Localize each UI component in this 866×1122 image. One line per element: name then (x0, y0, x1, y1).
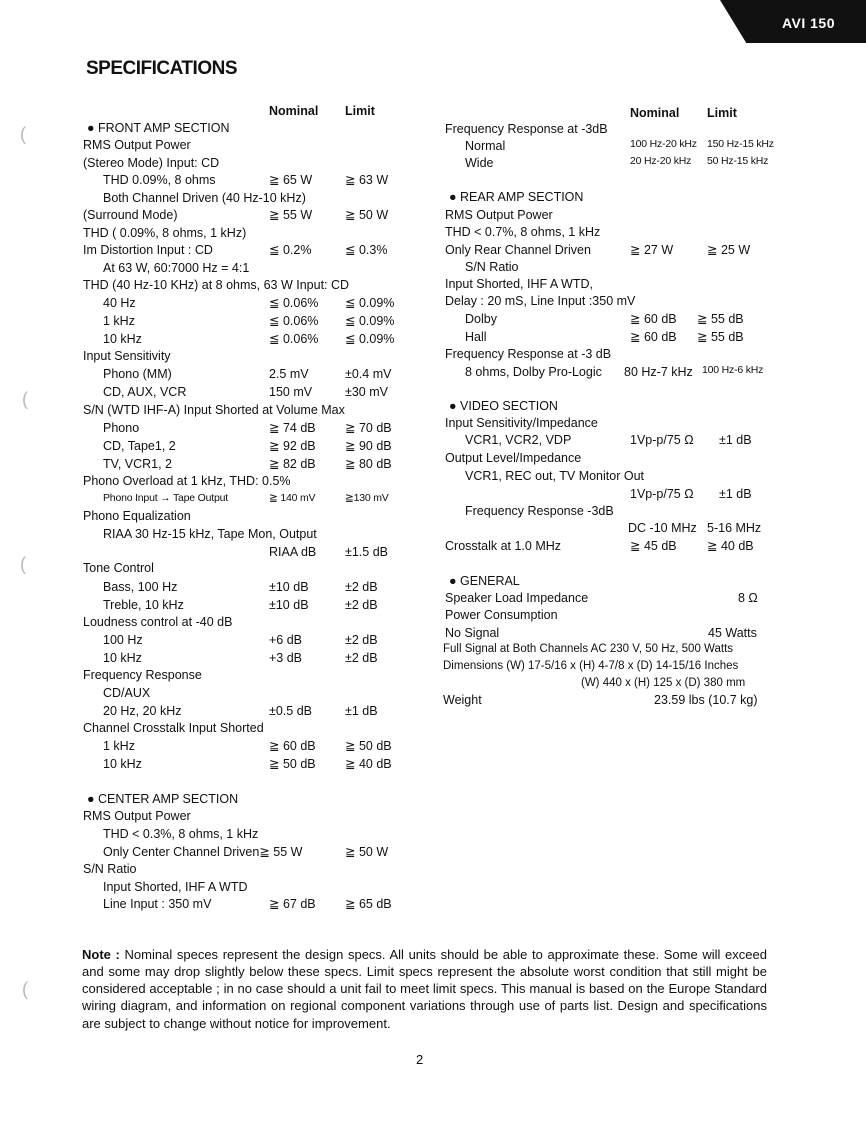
spec-text: VCR1, VCR2, VDP (465, 433, 572, 447)
spec-text: CD, AUX, VCR (103, 385, 187, 399)
spec-text: ±0.4 mV (345, 367, 392, 381)
spec-text: THD < 0.7%, 8 ohms, 1 kHz (445, 225, 601, 239)
spec-text: Limit (345, 104, 375, 118)
spec-text: Input Sensitivity (83, 349, 171, 363)
spec-text: ≧ 40 dB (345, 757, 392, 771)
spec-text: ≧ 60 dB (269, 739, 316, 753)
spec-text: 40 Hz (103, 296, 136, 310)
spec-text: TV, VCR1, 2 (103, 457, 173, 471)
spec-text: 100 Hz (103, 633, 143, 647)
spec-text: CD, Tape1, 2 (103, 439, 176, 453)
spec-text: ≧ 65 dB (345, 897, 392, 911)
spec-text: ● VIDEO SECTION (449, 399, 558, 413)
spec-text: ● FRONT AMP SECTION (87, 121, 230, 135)
spec-text: Frequency Response (83, 668, 202, 682)
spec-text: ≧ 55 dB (697, 312, 744, 326)
spec-text: Normal (465, 139, 506, 153)
spec-text: 23.59 lbs (10.7 kg) (654, 693, 758, 707)
spec-text: ≧ 90 dB (345, 439, 392, 453)
spec-text: ≧ 82 dB (269, 457, 316, 471)
spec-text: THD < 0.3%, 8 ohms, 1 kHz (103, 827, 259, 841)
spec-text: Limit (707, 106, 737, 120)
spec-text: ≦ 0.2% (269, 243, 312, 257)
spec-text: ≧ 60 dB (630, 330, 677, 344)
spec-text: At 63 W, 60:7000 Hz = 4:1 (103, 261, 250, 275)
spec-text: Channel Crosstalk Input Shorted (83, 721, 264, 735)
spec-text: Frequency Response at -3dB (445, 122, 608, 136)
spec-text: S/N Ratio (465, 260, 519, 274)
spec-text: Phono (103, 421, 140, 435)
spec-text: ≦ 0.09% (345, 296, 395, 310)
spec-text: Bass, 100 Hz (103, 580, 178, 594)
spec-text: Tone Control (83, 561, 154, 575)
spec-text: RMS Output Power (445, 208, 553, 222)
spec-text: Only Center Channel Driven≧ 55 W (103, 845, 303, 859)
spec-text: ±1.5 dB (345, 545, 388, 559)
spec-text: ≧ 65 W (269, 173, 313, 187)
spec-text: ±1 dB (719, 487, 752, 501)
spec-text: ≧ 27 W (630, 243, 674, 257)
spec-text: 10 kHz (103, 332, 142, 346)
spec-text: ±2 dB (345, 651, 378, 665)
spec-text: 150 Hz-15 kHz (707, 138, 774, 150)
spec-text: +6 dB (269, 633, 303, 647)
binding-mark: ( (22, 979, 28, 999)
spec-text: Phono Input → Tape Output (103, 492, 228, 504)
spec-text: Delay : 20 mS, Line Input :350 mV (445, 294, 636, 308)
spec-text: 5-16 MHz (707, 521, 762, 535)
spec-text: ≧ 92 dB (269, 439, 316, 453)
spec-text: Frequency Response -3dB (465, 504, 614, 518)
spec-text: ● REAR AMP SECTION (449, 190, 584, 204)
spec-text: Frequency Response at -3 dB (445, 347, 612, 361)
spec-text: 8 Ω (738, 591, 758, 605)
spec-text: ±2 dB (345, 580, 378, 594)
spec-text: Only Rear Channel Driven (445, 243, 591, 257)
spec-text: ≧ 55 W (269, 208, 313, 222)
spec-text: 150 mV (269, 385, 313, 399)
spec-text: ≧ 60 dB (630, 312, 677, 326)
spec-text: Wide (465, 156, 494, 170)
spec-text: 8 ohms, Dolby Pro-Logic (465, 365, 602, 379)
spec-text: Dolby (465, 312, 497, 326)
binding-mark: ( (20, 124, 26, 144)
spec-text: ≧ 74 dB (269, 421, 316, 435)
spec-text: Crosstalk at 1.0 MHz (445, 539, 562, 553)
spec-text: ≧ 70 dB (345, 421, 392, 435)
spec-text: ≧ 45 dB (630, 539, 677, 553)
binding-mark: ( (22, 389, 28, 409)
spec-text: Dimensions (W) 17-5/16 x (H) 4-7/8 x (D) 14-15/16 Inches (443, 660, 739, 672)
spec-text: VCR1, REC out, TV Monitor Out (465, 469, 644, 483)
spec-text: 20 Hz, 20 kHz (103, 704, 182, 718)
spec-text: Input Sensitivity/Impedance (445, 416, 598, 430)
spec-text: THD 0.09%, 8 ohms (103, 173, 216, 187)
spec-text: Loudness control at -40 dB (83, 615, 233, 629)
spec-text: ±30 mV (345, 385, 388, 399)
spec-text: Phono (MM) (103, 367, 172, 381)
spec-text: ≦ 0.06% (269, 332, 319, 346)
note-paragraph (82, 946, 767, 1032)
spec-text: Phono Equalization (83, 509, 191, 523)
spec-text: Input Shorted, IHF A WTD (103, 880, 248, 894)
spec-text: ≧ 67 dB (269, 897, 316, 911)
spec-text: Phono Overload at 1 kHz, THD: 0.5% (83, 474, 291, 488)
model-label: AVI 150 (781, 15, 835, 31)
spec-text: 50 Hz-15 kHz (707, 155, 769, 167)
spec-text: Treble, 10 kHz (103, 598, 184, 612)
spec-text: 1Vp-p/75 Ω (630, 433, 694, 447)
spec-text: THD ( 0.09%, 8 ohms, 1 kHz) (83, 226, 247, 240)
spec-text: ≧ 25 W (707, 243, 751, 257)
spec-text: 45 Watts (708, 626, 757, 640)
spec-text: Hall (465, 330, 487, 344)
spec-text: ≧ 55 dB (697, 330, 744, 344)
page-title: SPECIFICATIONS (86, 58, 237, 79)
spec-text: ≦ 0.09% (345, 314, 395, 328)
spec-text: 10 kHz (103, 757, 142, 771)
spec-text: ≦ 0.06% (269, 314, 319, 328)
spec-text: 1 kHz (103, 739, 135, 753)
note-label: Note : (82, 947, 120, 962)
spec-text: 1Vp-p/75 Ω (630, 487, 694, 501)
spec-text: Output Level/Impedance (445, 451, 582, 465)
spec-text: Weight (443, 693, 482, 707)
spec-text: Nominal (269, 104, 319, 118)
spec-text: ≦ 0.06% (269, 296, 319, 310)
spec-text: ≧ 50 W (345, 845, 389, 859)
spec-text: RMS Output Power (83, 138, 191, 152)
spec-text: ≧130 mV (345, 492, 389, 504)
spec-text: 100 Hz-6 kHz (702, 364, 764, 376)
spec-text: ±0.5 dB (269, 704, 312, 718)
spec-text: ±10 dB (269, 580, 309, 594)
spec-text: Full Signal at Both Channels AC 230 V, 50 Hz, 500 Watts (443, 643, 734, 655)
spec-text: 1 kHz (103, 314, 135, 328)
note-text: Nominal speces represent the design specs. All units should be able to approximate these. Some will exceed and some may drop slightly below these specs. Limit specs represent the absolute worst condition that still might be considered acceptable ; in no case should a unit fail to meet limit specs. This manual is based on the Europe Standard wiring diagram, and information on regional component variations through use of parts list. Design and specifications are subject to change without notice for improvement. (82, 947, 767, 1031)
spec-text: ● GENERAL (449, 574, 520, 588)
spec-text: ≧ 50 dB (269, 757, 316, 771)
spec-text: (Stereo Mode) Input: CD (83, 156, 220, 170)
spec-text: ±1 dB (345, 704, 378, 718)
spec-text: 10 kHz (103, 651, 142, 665)
spec-text: Im Distortion Input : CD (83, 243, 213, 257)
spec-text: 100 Hz-20 kHz (630, 138, 697, 150)
page-number: 2 (416, 1052, 424, 1067)
spec-text: +3 dB (269, 651, 303, 665)
spec-text: Power Consumption (445, 608, 558, 622)
spec-text: ≦ 0.09% (345, 332, 395, 346)
spec-text: 80 Hz-7 kHz (624, 365, 693, 379)
binding-mark: ( (20, 554, 26, 574)
spec-text: ≦ 0.3% (345, 243, 388, 257)
spec-text: S/N Ratio (83, 862, 137, 876)
spec-text: Both Channel Driven (40 Hz-10 kHz) (103, 191, 306, 205)
spec-text: ≧ 80 dB (345, 457, 392, 471)
spec-text: ≧ 40 dB (707, 539, 754, 553)
spec-text: ±2 dB (345, 598, 378, 612)
spec-text: ≧ 50 dB (345, 739, 392, 753)
spec-text: (Surround Mode) (83, 208, 178, 222)
spec-text: (W) 440 x (H) 125 x (D) 380 mm (581, 677, 746, 689)
spec-text: Input Shorted, IHF A WTD, (445, 277, 593, 291)
spec-text: 20 Hz-20 kHz (630, 155, 692, 167)
spec-text: No Signal (445, 626, 500, 640)
spec-text: Nominal (630, 106, 680, 120)
spec-text: ≧ 63 W (345, 173, 389, 187)
spec-text: ● CENTER AMP SECTION (87, 792, 239, 806)
spec-text: RMS Output Power (83, 809, 191, 823)
spec-text: THD (40 Hz-10 KHz) at 8 ohms, 63 W Input: CD (83, 278, 350, 292)
spec-text: 2.5 mV (269, 367, 309, 381)
spec-text: S/N (WTD IHF-A) Input Shorted at Volume Max (83, 403, 345, 417)
spec-text: DC -10 MHz (628, 521, 697, 535)
spec-text: ±10 dB (269, 598, 309, 612)
spec-text: ±1 dB (719, 433, 752, 447)
spec-text: CD/AUX (103, 686, 151, 700)
spec-text: Speaker Load Impedance (445, 591, 589, 605)
spec-text: RIAA 30 Hz-15 kHz, Tape Mon, Output (103, 527, 317, 541)
spec-text: ≧ 50 W (345, 208, 389, 222)
spec-text: RIAA dB (269, 545, 317, 559)
spec-text: Line Input : 350 mV (103, 897, 212, 911)
spec-text: ≧ 140 mV (269, 492, 316, 504)
spec-text: ±2 dB (345, 633, 378, 647)
